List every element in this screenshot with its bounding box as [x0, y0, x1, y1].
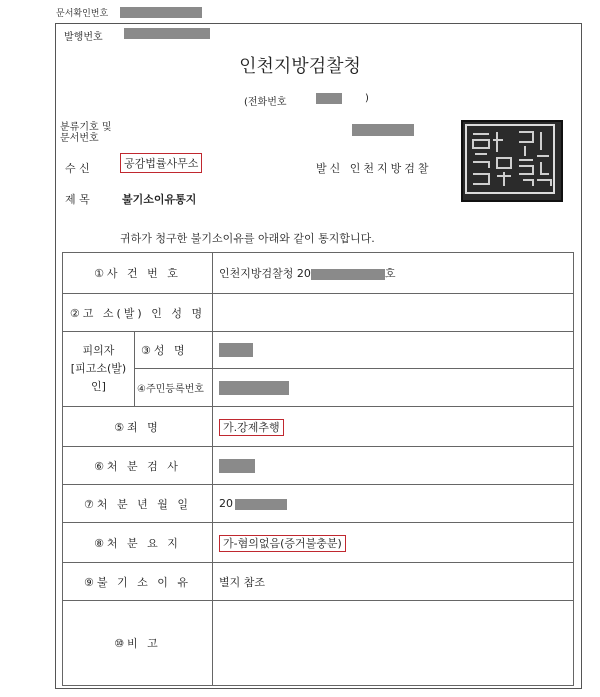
intro-text: 귀하가 청구한 불기소이유를 아래와 같이 통지합니다.: [120, 232, 375, 245]
resident-number-redacted: [219, 381, 289, 395]
disposition-summary-cell: [213, 523, 574, 563]
suspect-name-value: [213, 332, 574, 369]
classification-label-line-1: 분류기호 및: [60, 122, 112, 133]
disposition-date-redacted: [235, 499, 287, 510]
phone-number-redacted: [316, 93, 342, 104]
table-row: [63, 601, 574, 686]
case-number-value: [213, 253, 574, 294]
recipient-label: 수 신: [65, 162, 90, 175]
phone-open: (전화번호: [244, 97, 287, 108]
doc-check-label: 문서확인번호: [56, 9, 109, 19]
remarks-label: ⑩비 고: [63, 601, 213, 686]
phone-close: ): [365, 93, 369, 104]
table-row: [63, 523, 574, 563]
disposition-summary-label: ⑧처 분 요 지: [63, 523, 213, 563]
sender-label: 발신 인천지방검찰: [316, 162, 432, 175]
disposition-summary-value: 가-혐의없음(증거불충분): [219, 535, 346, 552]
complainant-label: ②고 소(발) 인 성 명: [63, 294, 213, 332]
suspect-name-redacted: [219, 343, 253, 357]
case-number-prefix: 인천지방검찰청 20: [219, 267, 311, 280]
classification-label: [60, 122, 111, 144]
issue-no-label: 발행번호: [64, 32, 103, 43]
official-seal-icon: [461, 120, 563, 202]
table-row: [63, 407, 574, 447]
case-number-label: ①사 건 번 호: [63, 253, 213, 294]
table-row: [63, 485, 574, 523]
prosecutor-value: [213, 447, 574, 485]
disposition-date-value: [213, 485, 574, 523]
document-number-redacted: [352, 124, 414, 136]
notice-table: [62, 252, 574, 686]
non-prosecution-reason-value: 별지 참조: [213, 563, 574, 601]
subject-label: 제 목: [65, 193, 90, 206]
suspect-name-label: ③성 명: [135, 332, 213, 369]
disposition-date-label: ⑦처 분 년 월 일: [63, 485, 213, 523]
issue-number-redacted: [124, 28, 210, 39]
non-prosecution-reason-label: ⑨불 기 소 이 유: [63, 563, 213, 601]
table-row: [63, 294, 574, 332]
doc-check-number-redacted: [120, 7, 202, 18]
charge-value: 가.강제추행: [219, 419, 284, 436]
suspect-group-line-1: 피의자: [82, 344, 115, 357]
prosecutor-label: ⑥처 분 검 사: [63, 447, 213, 485]
remarks-value: [213, 601, 574, 686]
page-title: 인천지방검찰청: [239, 56, 361, 77]
table-row: [63, 447, 574, 485]
table-row: [63, 563, 574, 601]
subject-value: 불기소이유통지: [122, 193, 197, 206]
resident-number-label: ④주민등록번호: [135, 369, 213, 407]
suspect-group-line-2: [피고소(발)인]: [70, 362, 127, 393]
table-row: [63, 253, 574, 294]
table-row: [63, 332, 574, 369]
charge-value-cell: [213, 407, 574, 447]
suspect-group-label: [63, 332, 135, 407]
resident-number-value: [213, 369, 574, 407]
recipient-value: 공감법률사무소: [120, 153, 202, 173]
complainant-value: [213, 294, 574, 332]
classification-label-line-2: 문서번호: [60, 133, 99, 144]
case-number-suffix: 호: [384, 267, 396, 280]
table-row: [63, 369, 574, 407]
disposition-date-prefix: 20: [219, 497, 233, 510]
case-number-redacted: [311, 269, 385, 280]
charge-label: ⑤죄 명: [63, 407, 213, 447]
prosecutor-redacted: [219, 459, 255, 473]
